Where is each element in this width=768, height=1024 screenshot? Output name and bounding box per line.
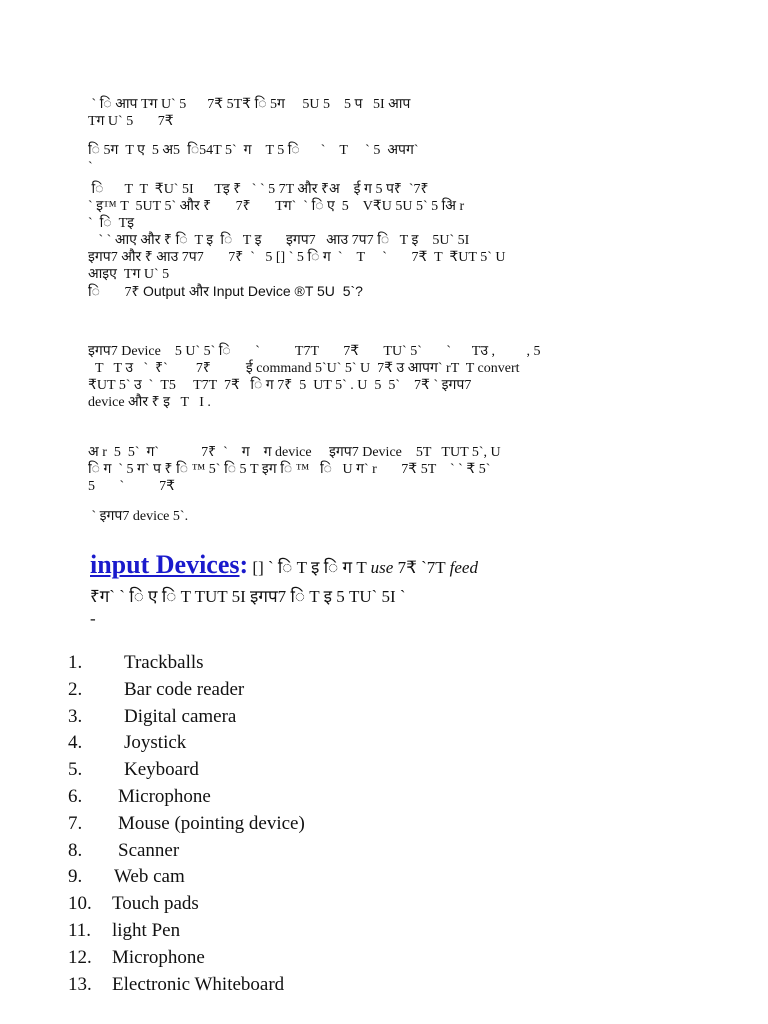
list-label: Microphone [112, 946, 205, 968]
paragraph-intro: ` ि आप Tग U` 5 7₹ 5T₹ ि 5ग 5U 5 5 प 5I आप Tग U` 5 7₹ [88, 97, 411, 129]
list-label: Mouse (pointing device) [118, 812, 305, 834]
section-dash: - [90, 609, 96, 628]
list-label: Keyboard [124, 759, 199, 781]
list-label: Web cam [114, 866, 185, 888]
section-title: input Devices [90, 550, 240, 579]
list-item [68, 838, 305, 865]
list-number: 4. [68, 732, 83, 754]
paragraph-third [88, 181, 688, 301]
list-label: Bar code reader [124, 678, 245, 700]
list-number: 2. [68, 678, 83, 700]
list-item [68, 650, 305, 677]
list-label: Digital camera [124, 705, 237, 727]
list-number: 3. [68, 705, 83, 727]
list-number: 9. [68, 866, 83, 888]
list-number: 11. [68, 919, 92, 941]
list-item [68, 918, 305, 945]
list-item [68, 757, 305, 784]
word-use: use [370, 558, 394, 577]
list-label: Electronic Whiteboard [112, 973, 285, 995]
question-prefix: ि 7₹ [88, 285, 143, 300]
section-heading-text: [] ` ि T इ ि ग T [248, 558, 371, 577]
list-item [68, 891, 305, 918]
list-label: Joystick [124, 732, 187, 754]
list-item [68, 811, 305, 838]
device-list [68, 650, 305, 998]
list-item [68, 784, 305, 811]
word-feed: feed [449, 558, 478, 577]
list-number: 10. [68, 893, 92, 915]
list-number: 13. [68, 973, 92, 995]
section-heading-mid: 7₹ `7T [393, 558, 450, 577]
list-number: 12. [68, 946, 92, 968]
list-label: Scanner [118, 839, 180, 861]
input-devices-section [90, 550, 690, 629]
section-heading-continuation: ₹ग` ` ि ए ि T TUT 5I इगप7 ि T इ 5 TU` 5I ` [90, 587, 406, 606]
paragraph-third-body: ि T T ₹U` 5I Tइ ₹ ` ` 5 7T और ₹अ ई ग 5 प₹ `7₹ ` इ™ T 5UT 5` और ₹ 7₹ Tग` ` ि ए 5 V₹U 5U 5` 5 अि r ` ि Tइ ` ` आए और ₹ ि T इ ि T इ इगप7 आउ 7प7 ि T इ 5U` 5I इगप7 और ₹ आउ 7प7 7₹ ` 5 [] ` 5 ि ग ` T ` 7₹ T ₹UT 5` U आइए Tग U` 5 [88, 182, 506, 282]
section-title-colon: : [239, 550, 249, 579]
list-label: Trackballs [124, 652, 204, 673]
list-item [68, 677, 305, 704]
paragraph-closing: ` इगप7 device 5`. [88, 509, 189, 524]
paragraph-second: ि 5ग T ए 5 अ5 ि54T 5` ग T 5 ि ` T ` 5 अपग` ` [88, 143, 419, 175]
question-output-input: Output और Input Device ®T 5U 5`? [142, 283, 363, 299]
list-item [68, 730, 305, 757]
section-heading [90, 550, 690, 583]
list-number: 7. [68, 812, 83, 834]
list-item [68, 864, 305, 891]
list-label: light Pen [112, 919, 181, 941]
paragraph-examples: अ r 5 5` ग` 7₹ ` ग ग device इगप7 Device 5T TUT 5`, U ि ग ` 5 ग` प ₹ ि ™ 5` ि 5 T इग ि ™ ि U ग` r 7₹ 5T ` ` ₹ 5` 5 ` 7₹ [88, 445, 501, 494]
list-number: 1. [68, 652, 83, 673]
list-number: 8. [68, 839, 83, 861]
list-item [68, 945, 305, 972]
list-label: Microphone [118, 785, 211, 807]
paragraph-input-device: इगप7 Device 5 U` 5` ि ` T7T 7₹ TU` 5` ` Tउ , , 5 T T उ ` ₹` 7₹ ई command 5`U` 5` U 7₹ उ आपग` rT T convert ₹UT 5` उ ` T5 T7T 7₹ ि ग 7₹ 5 UT 5` . U 5 5` 7₹ ` इगप7 device और ₹ इ T I . [88, 344, 541, 410]
list-label: Touch pads [112, 893, 199, 915]
list-number: 6. [68, 785, 83, 807]
list-number: 5. [68, 759, 83, 781]
list-item [68, 704, 305, 731]
list-item [68, 972, 305, 999]
